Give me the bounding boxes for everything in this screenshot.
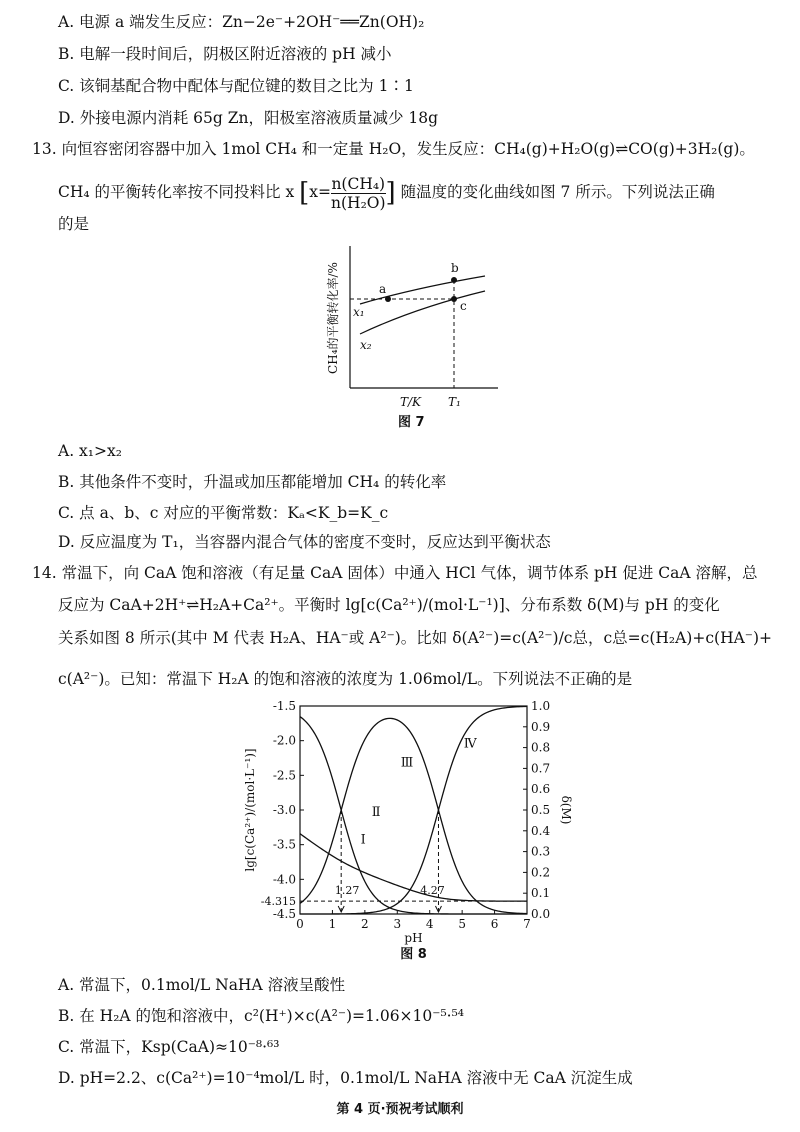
fig8-yleft-tick-label: -2.5 xyxy=(272,768,296,783)
fig7-curve-label-x1: x₁ xyxy=(353,305,365,319)
fig8-yleft-tick-label: -1.5 xyxy=(272,699,296,713)
page-footer: 第 4 页·预祝考试顺利 xyxy=(336,1102,464,1117)
fig7-tick-t1: T₁ xyxy=(448,395,461,409)
fig8-pka-label: 4.27 xyxy=(420,884,445,897)
q13-option-a: A. x₁>x₂ xyxy=(58,442,122,460)
fig8-ylabel-left: lg[c(Ca²⁺)/(mol·L⁻¹)] xyxy=(243,748,257,872)
fig8-x-tick-label: 6 xyxy=(490,917,499,931)
fig8-x-tick-label: 2 xyxy=(361,917,369,931)
q13-ratio-fraction xyxy=(331,175,386,212)
fig8-yright-tick-label: 0.2 xyxy=(531,865,551,880)
fig7-label-c: c xyxy=(460,299,467,313)
fig8-xlabel: pH xyxy=(404,931,423,945)
fig8-yright-tick-label: 0.4 xyxy=(531,823,551,838)
fig8-baseline-label: -4.315 xyxy=(260,895,296,909)
fig8-yright-tick-label: 0.9 xyxy=(531,719,551,734)
q14-option-a: A. 常温下，0.1mol/L NaHA 溶液呈酸性 xyxy=(58,976,346,994)
fig8-yright-tick-label: 1.0 xyxy=(531,699,551,713)
fig8-pka-label: 1.27 xyxy=(334,884,360,897)
q13-option-b: B. 其他条件不变时，升温或加压都能增加 CH₄ 的转化率 xyxy=(58,473,447,491)
fig7-label-b: b xyxy=(451,261,459,275)
q14-option-c: C. 常温下，Ksp(CaA)≈10⁻⁸·⁶³ xyxy=(58,1038,280,1056)
q12-option-c: C. 该铜基配合物中配体与配位键的数目之比为 1∶1 xyxy=(58,77,414,95)
fig8-yright-tick-label: 0.0 xyxy=(531,907,551,921)
fig8-yleft-tick-label: -2.0 xyxy=(272,733,296,748)
q12-option-b: B. 电解一段时间后，阴极区附近溶液的 pH 减小 xyxy=(58,45,392,63)
fig8-yleft-tick-label: -4.0 xyxy=(272,872,296,887)
fig8-series-label: Ⅰ xyxy=(360,832,366,848)
q13-stem-line1: 13. 向恒容密闭容器中加入 1mol CH₄ 和一定量 H₂O，发生反应：CH₄(g)+H₂O(g)⇌CO(g)+3H₂(g)。 xyxy=(32,140,755,158)
q13-stem-line2: CH₄ 的平衡转化率按不同投料比 x [x= $\frac{\text{n(CH₄)}}{\text{n(H₂O)}}$ ] 随温度的变化曲线如图 7 所示。下列说法正确 xyxy=(58,174,715,212)
fig8-yright-tick-label: 0.7 xyxy=(531,761,551,776)
q13-stem-2a: CH₄ 的平衡转化率按不同投料比 x xyxy=(58,183,295,201)
fig7-curve-label-x2: x₂ xyxy=(360,338,372,352)
q13-option-c: C. 点 a、b、c 对应的平衡常数：Kₐ<K_b=K_c xyxy=(58,504,389,522)
q14-stem-line2: 反应为 CaA+2H⁺⇌H₂A+Ca²⁺。平衡时 lg[c(Ca²⁺)/(mol·L⁻¹)]、分布系数 δ(M)与 pH 的变化 xyxy=(58,596,720,614)
fig8-series-label: Ⅲ xyxy=(400,755,414,771)
fig8-series-label: Ⅱ xyxy=(371,805,381,821)
q14-option-d: D. pH=2.2、c(Ca²⁺)=10⁻⁴mol/L 时，0.1mol/L NaHA 溶液中无 CaA 沉淀生成 xyxy=(58,1069,633,1087)
q13-option-d: D. 反应温度为 T₁，当容器内混合气体的密度不变时，反应达到平衡状态 xyxy=(58,533,551,551)
q14-stem-line4: c(A²⁻)。已知：常温下 H₂A 的饱和溶液的浓度为 1.06mol/L。下列说法不正确的是 xyxy=(58,670,633,688)
q14-option-b: B. 在 H₂A 的饱和溶液中，c²(H⁺)×c(A²⁻)=1.06×10⁻⁵·⁵⁴ xyxy=(58,1007,465,1025)
fig8-x-tick-label: 3 xyxy=(393,917,402,931)
fig8-ylabel-right: δ(M) xyxy=(559,795,573,825)
fig8-yright-tick-label: 0.3 xyxy=(531,844,551,859)
q13-stem-line3: 的是 xyxy=(58,215,90,233)
q13-stem-2b: 随温度的变化曲线如图 7 所示。下列说法正确 xyxy=(400,183,715,201)
fig7-caption: 图 7 xyxy=(398,415,425,430)
q13-frac-lhs: x= xyxy=(309,183,332,201)
figure-8-chart xyxy=(240,694,573,962)
fig8-x-tick-label: 7 xyxy=(523,917,531,931)
fig7-ylabel: CH₄的平衡转化率/% xyxy=(326,262,340,374)
fig7-point-a xyxy=(385,296,391,302)
fig8-yleft-tick-label: -4.5 xyxy=(272,907,296,921)
fig7-point-b xyxy=(451,277,457,283)
q14-stem-line3: 关系如图 8 所示(其中 M 代表 H₂A、HA⁻或 A²⁻)。比如 δ(A²⁻)=c(A²⁻)/c总，c总=c(H₂A)+c(HA⁻)+ xyxy=(58,629,773,647)
q13-frac-den: n(H₂O) xyxy=(331,193,386,212)
fig8-yright-tick-label: 0.6 xyxy=(531,782,551,797)
q14-stem-line1: 14. 常温下，向 CaA 饱和溶液（有足量 CaA 固体）中通入 HCl 气体，调节体系 pH 促进 CaA 溶解，总 xyxy=(32,564,758,582)
fig8-x-tick-label: 4 xyxy=(425,917,434,931)
fig8-x-tick-label: 0 xyxy=(296,917,304,931)
fig8-caption: 图 8 xyxy=(400,947,427,962)
fig8-series-label: Ⅳ xyxy=(463,736,477,752)
fig8-yright-tick-label: 0.8 xyxy=(531,740,551,755)
fig8-yleft-tick-label: -3.5 xyxy=(272,837,296,852)
fig7-point-c xyxy=(451,296,457,302)
q12-option-d: D. 外接电源内消耗 65g Zn，阳极室溶液质量减少 18g xyxy=(58,109,439,127)
fig8-x-tick-label: 5 xyxy=(458,917,466,931)
q13-frac-num: n(CH₄) xyxy=(331,174,386,193)
fig7-label-a: a xyxy=(379,282,387,296)
fig8-yright-tick-label: 0.5 xyxy=(531,803,551,817)
fig8-yright-tick-label: 0.1 xyxy=(531,886,551,901)
fig8-yleft-tick-label: -3.0 xyxy=(272,803,296,817)
q12-option-a: A. 电源 a 端发生反应：Zn−2e⁻+2OH⁻══Zn(OH)₂ xyxy=(58,13,425,31)
fig8-x-tick-label: 1 xyxy=(328,917,337,931)
fig7-xlabel: T/K xyxy=(400,395,422,409)
figure-7 xyxy=(320,238,510,438)
